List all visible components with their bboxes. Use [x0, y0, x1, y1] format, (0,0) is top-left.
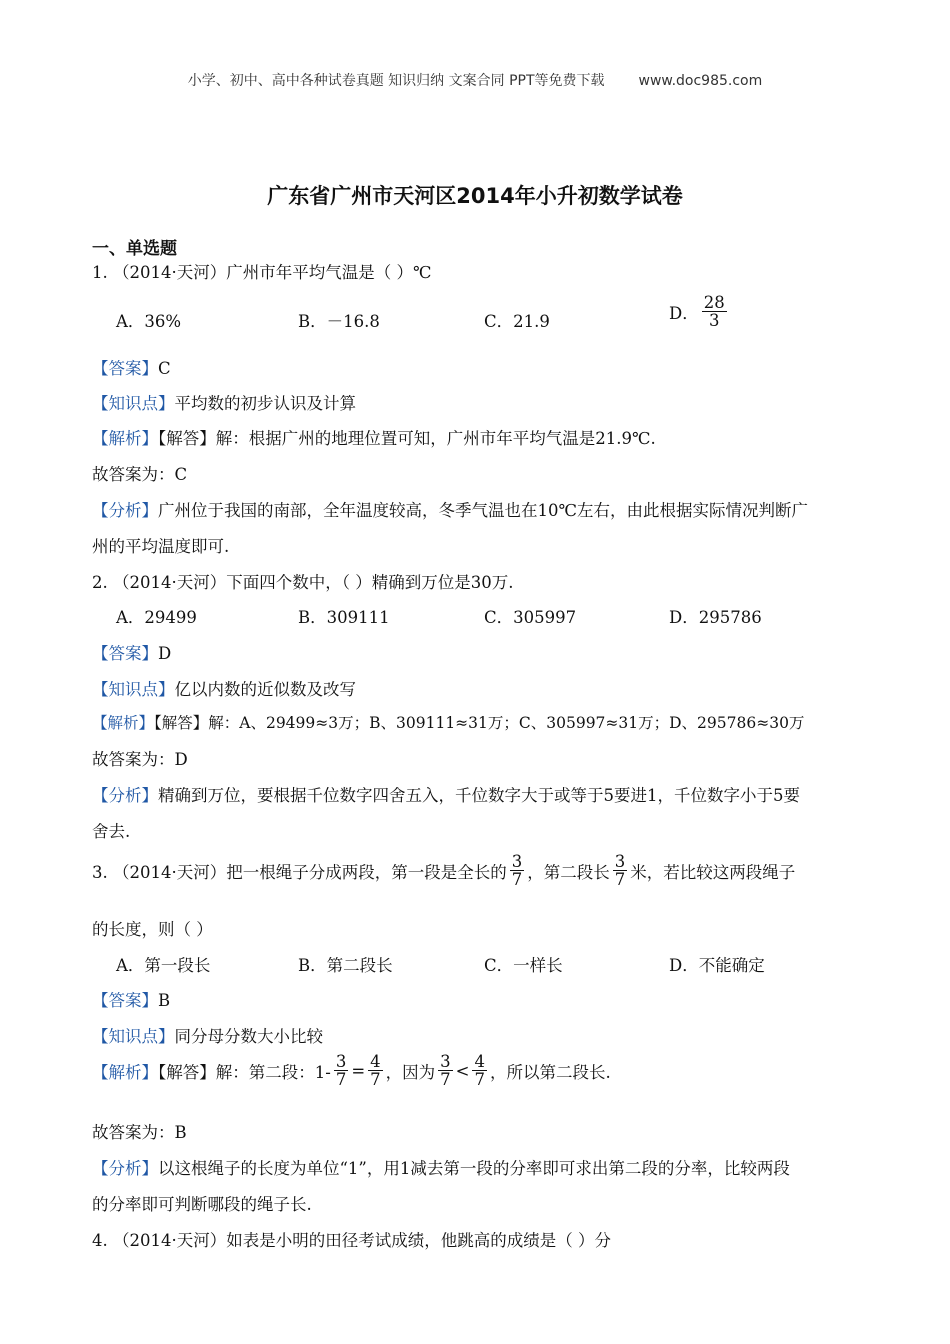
- q4-stem: 4. （2014·天河）如表是小明的田径考试成绩，他跳高的成绩是（ ）分: [92, 1231, 611, 1250]
- q1-option-d[interactable]: [669, 294, 730, 330]
- answer-label: 【答案】: [92, 644, 158, 663]
- page-title: 广东省广州市天河区2014年小升初数学试卷: [267, 184, 683, 208]
- analysis-label: 【解析】: [92, 429, 158, 448]
- q1-option-d-label: D．: [669, 303, 699, 323]
- q1-fenxi: [92, 497, 808, 521]
- less-than-sign: <: [455, 1061, 470, 1081]
- q3-option-b[interactable]: B．第二段长: [298, 956, 393, 975]
- q2-answer: [92, 640, 171, 664]
- q2-option-c[interactable]: C．305997: [484, 608, 577, 627]
- answer-label: 【答案】: [92, 359, 158, 378]
- fenxi-label: 【分析】: [92, 1159, 158, 1178]
- q1-option-b[interactable]: B．－16.8: [298, 312, 380, 331]
- fraction-numerator: 4: [370, 1052, 381, 1071]
- header-url[interactable]: www.doc985.com: [638, 73, 763, 89]
- q1-option-c[interactable]: C．21.9: [484, 312, 550, 331]
- fraction-numerator: 3: [614, 852, 626, 871]
- q2-fenxi: [92, 782, 800, 806]
- q3-stem-a: 3. （2014·天河）把一根绳子分成两段，第一段是全长的: [92, 862, 507, 882]
- q1-knowledge-text: 平均数的初步认识及计算: [174, 394, 356, 413]
- q3-option-c[interactable]: C．一样长: [484, 956, 563, 975]
- q2-analysis-text: 【解答】解：A、29499≈3万；B、309111≈31万；C、305997≈31万；D、295786≈30万: [154, 714, 805, 732]
- q3-stem: [92, 853, 795, 889]
- header-text: 小学、初中、高中各种试卷真题 知识归纳 文案合同 PPT等免费下载: [187, 73, 605, 89]
- q3-fenxi-line1: 以这根绳子的长度为单位“1”，用1减去第一段的分率即可求出第二段的分率，比较两段: [158, 1159, 790, 1178]
- fenxi-label: 【分析】: [92, 501, 158, 520]
- fraction-numerator: 3: [440, 1052, 451, 1071]
- q2-fenxi-line1: 精确到万位，要根据千位数字四舍五入，千位数字大于或等于5要进1，千位数字小于5要: [158, 786, 800, 805]
- fraction-numerator: 4: [474, 1052, 485, 1071]
- q3-analysis-fraction-1: [334, 1053, 349, 1089]
- q3-option-a[interactable]: A．第一段长: [116, 956, 211, 975]
- q1-option-a[interactable]: A．36%: [116, 312, 182, 331]
- q1-conclusion: 故答案为：C: [92, 465, 188, 484]
- answer-label: 【答案】: [92, 991, 158, 1010]
- fraction-denominator: 3: [708, 311, 720, 331]
- q1-answer-value: C: [158, 359, 171, 378]
- q3-knowledge: [92, 1023, 323, 1047]
- q1-fenxi-line1: 广州位于我国的南部，全年温度较高，冬季气温也在10℃左右，由此根据实际情况判断广: [158, 501, 808, 520]
- fraction-numerator: 28: [703, 293, 725, 312]
- q2-option-a[interactable]: A．29499: [116, 608, 197, 627]
- q2-knowledge-text: 亿以内数的近似数及改写: [174, 680, 356, 699]
- q3-analysis: [92, 1053, 611, 1089]
- q2-stem: 2. （2014·天河）下面四个数中，（ ）精确到万位是30万.: [92, 573, 514, 592]
- q1-option-d-fraction: [702, 294, 727, 330]
- page-header: [0, 70, 950, 90]
- knowledge-label: 【知识点】: [92, 394, 175, 413]
- q1-analysis-text: 【解答】解：根据广州的地理位置可知，广州市年平均气温是21.9℃.: [158, 429, 656, 448]
- fraction-denominator: 7: [370, 1070, 381, 1090]
- fraction-denominator: 7: [474, 1070, 485, 1090]
- fenxi-label: 【分析】: [92, 786, 158, 805]
- fraction-numerator: 3: [511, 852, 523, 871]
- knowledge-label: 【知识点】: [92, 1027, 175, 1046]
- q3-fenxi: [92, 1155, 790, 1179]
- fraction-denominator: 7: [614, 870, 626, 890]
- fraction-denominator: 7: [440, 1070, 451, 1090]
- q2-conclusion: 故答案为：D: [92, 750, 188, 769]
- q3-stem-line2: 的长度，则（ ）: [92, 920, 213, 939]
- q3-answer: [92, 987, 170, 1011]
- q3-conclusion: 故答案为：B: [92, 1123, 187, 1142]
- fraction-denominator: 7: [511, 870, 523, 890]
- q1-analysis: [92, 425, 656, 449]
- q1-stem: 1. （2014·天河）广州市年平均气温是（ ）℃: [92, 263, 432, 282]
- q3-stem-c: 米，若比较这两段绳子: [630, 862, 796, 882]
- q1-fenxi-line2: 州的平均温度即可.: [92, 537, 230, 556]
- q3-fenxi-line2: 的分率即可判断哪段的绳子长.: [92, 1195, 312, 1214]
- q3-stem-b: ，第二段长: [527, 862, 610, 882]
- q3-fraction-2: [613, 853, 628, 889]
- q2-answer-value: D: [158, 644, 172, 663]
- q3-analysis-fraction-2: [368, 1053, 383, 1089]
- q3-fraction-1: [510, 853, 525, 889]
- q3-analysis-b: ，因为: [385, 1062, 436, 1082]
- analysis-label: 【解析】: [92, 714, 155, 732]
- q3-knowledge-text: 同分母分数大小比较: [174, 1027, 323, 1046]
- q2-option-b[interactable]: B．309111: [298, 608, 390, 627]
- fraction-numerator: 3: [335, 1052, 347, 1071]
- q3-analysis-a: 【解答】解：第二段：1-: [158, 1062, 331, 1082]
- q2-option-d[interactable]: D．295786: [669, 608, 762, 627]
- analysis-label: 【解析】: [92, 1062, 158, 1082]
- q3-analysis-c: ，所以第二段长.: [489, 1062, 611, 1082]
- q1-answer: [92, 355, 171, 379]
- q3-analysis-fraction-4: [472, 1053, 487, 1089]
- q2-fenxi-line2: 舍去.: [92, 822, 131, 841]
- q2-analysis: [92, 711, 804, 733]
- q3-answer-value: B: [158, 991, 171, 1010]
- equals-sign: =: [351, 1061, 366, 1081]
- section-heading: 一、单选题: [92, 239, 177, 259]
- q2-knowledge: [92, 676, 356, 700]
- q3-analysis-fraction-3: [438, 1053, 453, 1089]
- q1-knowledge: [92, 390, 356, 414]
- q3-option-d[interactable]: D．不能确定: [669, 956, 765, 975]
- fraction-denominator: 7: [335, 1070, 347, 1090]
- knowledge-label: 【知识点】: [92, 680, 175, 699]
